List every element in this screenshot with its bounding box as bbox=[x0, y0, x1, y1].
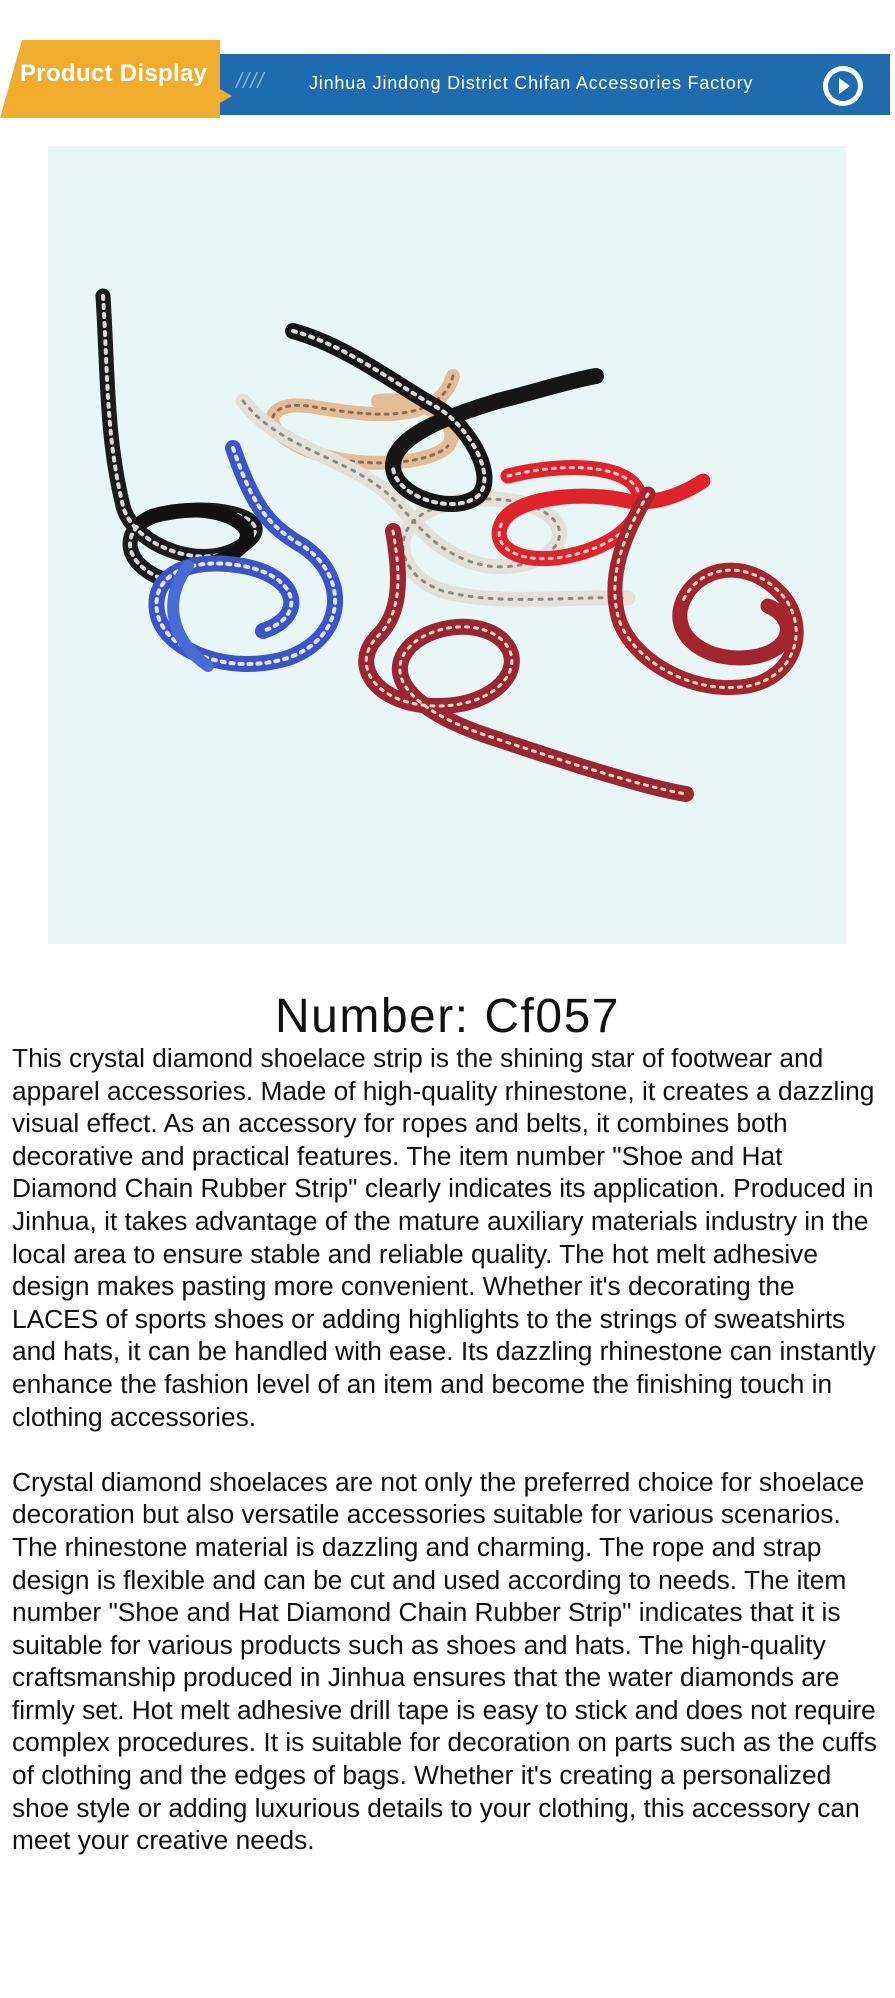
product-photo bbox=[48, 146, 846, 944]
product-number-heading: Number: Cf057 bbox=[275, 990, 620, 1044]
description-paragraph-1: This crystal diamond shoelace strip is the shining star of footwear and apparel accessories. Made of high-quality rhinestone, it creates a dazzling visual effect. As an accessory for ropes and belts, it combines both decorative and practical features. The item number "Shoe and Hat Diamond Chain Rubber Strip" clearly indicates its application. Produced in Jinhua, it takes advantage of the mature auxiliary materials industry in the local area to ensure stable and reliable quality. The hot melt adhesive design makes pasting more convenient. Whether it's decorating the LACES of sports shoes or adding highlights to the strings of sweatshirts and hats, it can be handled with ease. Its dazzling rhinestone can instantly enhance the fashion level of an item and become the finishing touch in clothing accessories. bbox=[12, 1043, 876, 1432]
play-circle-icon[interactable] bbox=[823, 66, 863, 106]
description-paragraph-2: Crystal diamond shoelaces are not only the preferred choice for shoelace decoration but also versatile accessories suitable for various scenarios. The rhinestone material is dazzling and charming. The rope and strap design is flexible and can be cut and used according to needs. The item number "Shoe and Hat Diamond Chain Rubber Strip" indicates that it is suitable for various products such as shoes and hats. The high-quality craftsmanship produced in Jinhua ensures that the water diamonds are firmly set. Hot melt adhesive drill tape is easy to stick and does not require complex procedures. It is suitable for decoration on parts such as the cuffs of clothing and the edges of bags. Whether it's creating a personalized shoe style or adding luxurious details to your clothing, this accessory can meet your creative needs. bbox=[12, 1466, 877, 1856]
company-name: Jinhua Jindong District Chifan Accessories Factory bbox=[309, 73, 754, 93]
section-header-banner bbox=[0, 40, 895, 118]
banner-slash-decoration: //// bbox=[236, 68, 265, 93]
product-display-label: Product Display bbox=[20, 60, 208, 87]
strip-black-white bbox=[103, 296, 255, 581]
product-description bbox=[12, 1042, 888, 1857]
strip-burgundy-right bbox=[615, 494, 796, 688]
play-triangle-icon bbox=[823, 66, 863, 106]
rhinestone-strips-illustration bbox=[48, 146, 846, 944]
